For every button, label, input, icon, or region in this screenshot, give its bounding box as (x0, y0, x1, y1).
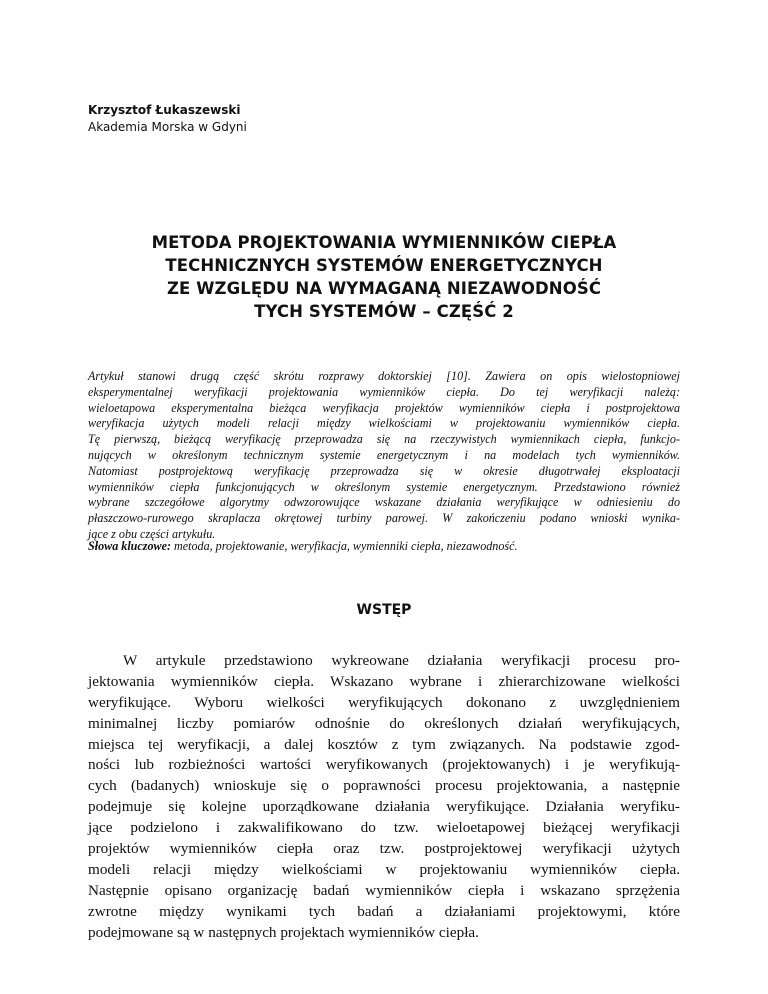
title-line: ZE WZGLĘDU NA WYMAGANĄ NIEZAWODNOŚĆ (166, 279, 602, 298)
abstract-line: Artykuł stanowi drugą część skrótu rozprawy doktorskiej [10]. Zawiera on opis wielostopniowej (88, 369, 680, 383)
body-line: jektowania wymienników ciepła. Wskazano wybrane i zhierarchizowane wielkości (88, 672, 680, 690)
keywords-label: Słowa kluczowe: (88, 539, 171, 553)
section-heading: WSTĘP (356, 602, 412, 618)
author-block (88, 102, 247, 136)
abstract-line: Natomiast postprojektową weryfikację przeprowadza się w okresie długotrwałej eksploatacji (88, 463, 680, 478)
abstract-line: jące z obu części artykułu. (88, 526, 216, 541)
title-line: TECHNICZNYCH SYSTEMÓW ENERGETYCZNYCH (165, 256, 603, 275)
body-paragraph (88, 651, 680, 943)
body-line: modeli relacji między wielkościami w projektowaniu wymienników ciepła. (88, 860, 680, 878)
body-line: minimalnej liczby pomiarów odnośnie do określonych działań weryfikujących, (88, 714, 680, 732)
body-line: zwrotne między wynikami tych badań a działaniami projektowymi, które (88, 902, 680, 920)
abstract-line: wybrane szczegółowe algorytmy odwzorowujące wskazane działania weryfikujące w odniesieniu do (88, 495, 680, 510)
abstract-line: wieloetapowa eksperymentalna bieżąca weryfikacja projektów wymienników ciepła i postprojektowa (88, 400, 680, 415)
title-line: METODA PROJEKTOWANIA WYMIENNIKÓW CIEPŁA (151, 233, 617, 252)
body-line: ności lub rozbieżności wartości weryfikowanych (projektowanych) i je weryfikują- (88, 756, 680, 774)
title-line: TYCH SYSTEMÓW – CZĘŚĆ 2 (254, 302, 514, 321)
abstract-line: wymienników ciepła funkcjonujących w określonym systemie energetycznym. Przedstawiono również (88, 479, 680, 494)
abstract-line: weryfikacja użytych modeli relacji między wielkościami w projektowaniu wymienników ciepła. (88, 416, 680, 431)
body-line: projektów wymienników ciepła oraz tzw. postprojektowej weryfikacji użytych (88, 840, 680, 858)
author-affiliation: Akademia Morska w Gdyni (88, 120, 247, 134)
author-name: Krzysztof Łukaszewski (88, 103, 241, 117)
body-line: Następnie opisano organizację badań wymienników ciepła i wskazano sprzężenia (88, 881, 680, 899)
keywords (88, 539, 680, 555)
body-line: miejsca tej weryfikacji, a dalej kosztów z tym związanych. Na podstawie zgod- (88, 735, 680, 753)
body-line: jące podzielono i zakwalifikowano do tzw. wieloetapowej bieżącej weryfikacji (88, 819, 680, 837)
paper-title (0, 231, 768, 323)
abstract-line: nujących w określonym technicznym systemie energetycznym i na modelach tych wymienników. (88, 447, 680, 462)
abstract-line: eksperymentalnej weryfikacji projektowania wymienników ciepła. Do tej weryfikacji należą: (88, 384, 680, 399)
body-line: podejmuje się kolejne uporządkowane działania weryfikujące. Działania weryfiku- (88, 798, 680, 816)
abstract (88, 369, 680, 543)
abstract-line: płaszczowo-rurowego skraplacza okrętowej turbiny parowej. W zakończeniu podano wnioski wynika- (88, 511, 680, 526)
body-line: cych (badanych) wnioskuje się o poprawności procesu projektowania, a następnie (88, 777, 680, 795)
body-line: W artykule przedstawiono wykreowane działania weryfikacji procesu pro- (123, 652, 680, 669)
body-line: podejmowane są w następnych projektach wymienników ciepła. (88, 923, 479, 941)
body-line: weryfikujące. Wyboru wielkości weryfikujących dokonano z uwzględnieniem (88, 693, 680, 711)
abstract-line: Tę pierwszą, bieżącą weryfikację przeprowadza się na rzeczywistych wymiennikach ciepła, funkcjo- (88, 432, 680, 447)
keywords-text: metoda, projektowanie, weryfikacja, wymienniki ciepła, niezawodność. (171, 539, 518, 553)
